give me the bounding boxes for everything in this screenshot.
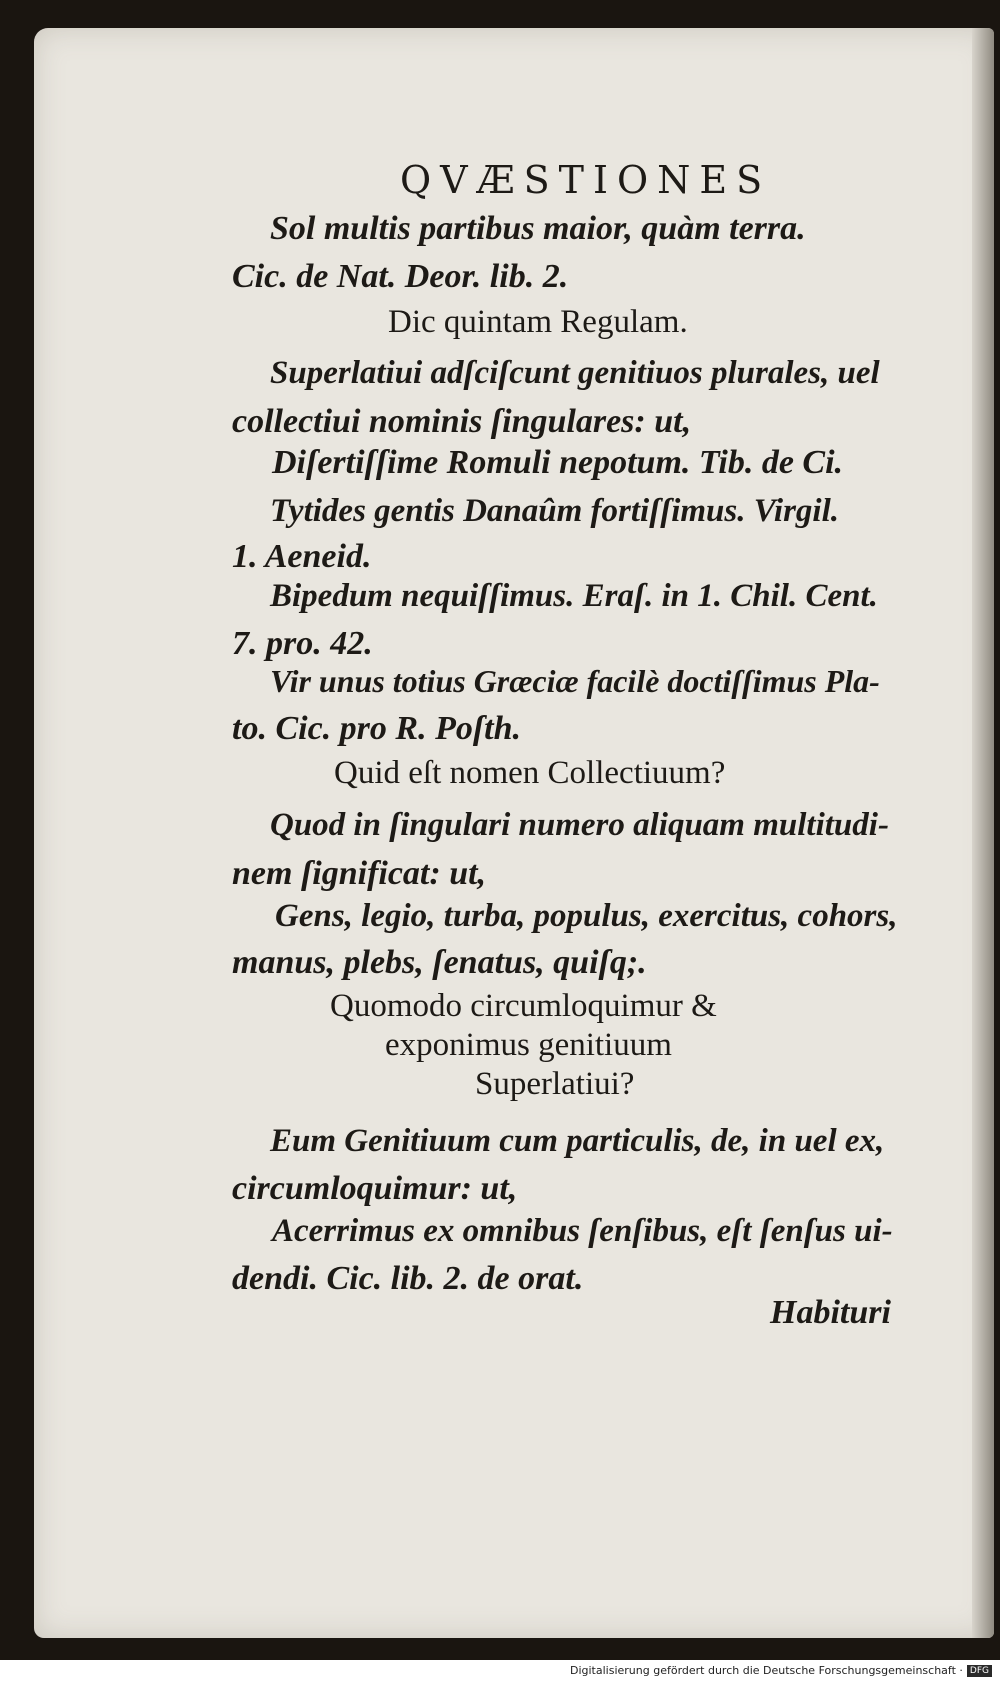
text-line: Eum Genitiuum cum particulis, de, in uel ex, — [270, 1123, 885, 1159]
dfg-logo: DFG — [967, 1665, 992, 1677]
credit-text: Digitalisierung gefördert durch die Deutsche Forschungsgemeinschaft · — [569, 1664, 963, 1677]
text-line: to. Cic. pro R. Poſth. — [232, 710, 522, 747]
question-heading: Quid eſt nomen Collectiuum? — [334, 755, 726, 791]
text-line: Vir unus totius Græciæ facilè doctiſſimus Pla- — [270, 663, 880, 699]
question-heading: exponimus genitiuum — [385, 1027, 672, 1063]
text-line: dendi. Cic. lib. 2. de orat. — [232, 1260, 584, 1297]
catchword: Habituri — [770, 1294, 891, 1331]
text-line: nem ſignificat: ut, — [232, 855, 487, 892]
question-heading: Superlatiui? — [475, 1066, 635, 1102]
text-line: Quod in ſingulari numero aliquam multitudi- — [270, 807, 889, 843]
text-line: Acerrimus ex omnibus ſenſibus, eſt ſenſus ui- — [272, 1213, 893, 1249]
running-header: QVÆSTIONES — [400, 158, 772, 202]
text-line: Gens, legio, turba, populus, exercitus, cohors, — [275, 898, 898, 934]
digitization-credit — [570, 1664, 992, 1677]
question-heading: Quomodo circumloquimur & — [330, 988, 717, 1024]
text-line: Superlatiui adſciſcunt genitiuos plurales, uel — [270, 355, 880, 391]
text-line: Tytides gentis Danaûm fortiſſimus. Virgil. — [270, 493, 840, 529]
text-line: Bipedum nequiſſimus. Eraſ. in 1. Chil. Cent. — [270, 578, 878, 614]
text-line: circumloquimur: ut, — [232, 1170, 518, 1207]
question-heading: Dic quintam Regulam. — [388, 304, 688, 340]
text-line: 7. pro. 42. — [232, 625, 373, 662]
text-line: manus, plebs, ſenatus, quiſq;. — [232, 944, 647, 981]
text-line: Sol multis partibus maior, quàm terra. — [270, 210, 806, 247]
text-line: Diſertiſſime Romuli nepotum. Tib. de Ci. — [272, 444, 844, 481]
text-line: collectiui nominis ſingulares: ut, — [232, 403, 692, 440]
text-line: Cic. de Nat. Deor. lib. 2. — [232, 258, 569, 295]
text-line: 1. Aeneid. — [232, 538, 372, 575]
